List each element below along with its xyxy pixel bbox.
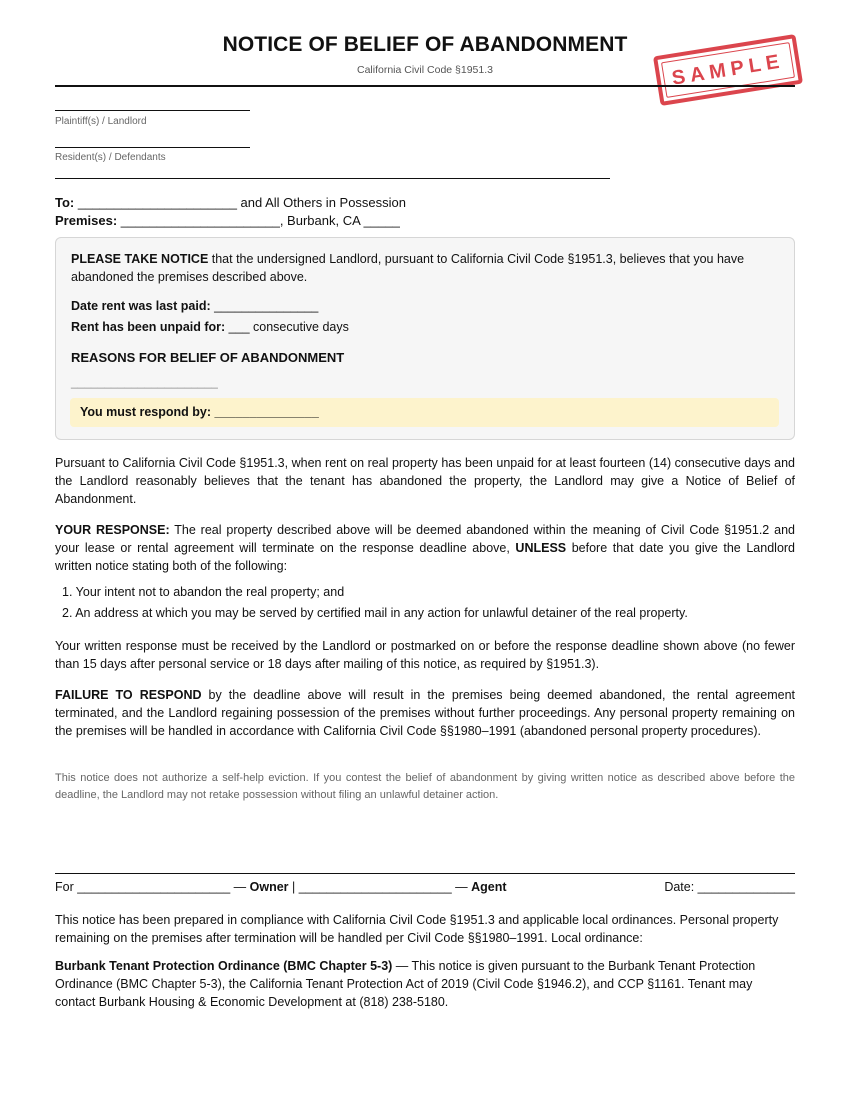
code-citation: California Civil Code §1951.3 — [357, 64, 493, 76]
to-value: ______________________ and All Others in Possession — [74, 195, 407, 210]
premises-label: Premises: — [55, 213, 118, 228]
written-response-paragraph: Your written response must be received by the Landlord or postmarked on or before the response deadline shown above (no fewer than 15 days after personal service or 18 days after mailing of this notice, as required by §1951.3). — [55, 639, 795, 671]
rent-unpaid-field — [71, 320, 349, 334]
plaintiff-signature-line — [55, 110, 250, 111]
caption-divider — [55, 178, 610, 179]
rent-unpaid-label: Rent has been unpaid for: — [71, 320, 226, 334]
notice-lead — [71, 250, 771, 286]
list-item: 1. Your intent not to abandon the real property; and — [62, 585, 345, 599]
header-divider — [55, 85, 795, 87]
failure-text: by the deadline above will result in the premises being deemed abandoned, the rental agreement terminated, and the Landlord regaining possession of the premises without further proceedings. Any personal property remaining on the premises will be handled in accordance with California Civil Code §§1980–1991 (abandoned personal property procedures). — [55, 688, 795, 738]
signature-date: Date: ______________ — [664, 880, 795, 894]
list-item: 2. An address at which you may be served by certified mail in any action for unlawful detainer of the real property. — [62, 606, 688, 620]
your-response-paragraph — [55, 521, 795, 575]
notice-box — [55, 237, 795, 440]
agent-blank: | ______________________ — — [288, 880, 472, 894]
respond-by-box — [70, 398, 779, 427]
resident-label: Resident(s) / Defendants — [55, 152, 166, 163]
date-rent-paid-field — [71, 299, 318, 313]
failure-label: FAILURE TO RESPOND — [55, 688, 202, 702]
reasons-heading: REASONS FOR BELIEF OF ABANDONMENT — [71, 350, 345, 365]
intro-paragraph: Pursuant to California Civil Code §1951.3, when rent on real property has been unpaid for at least fourteen (14) consecutive days and the Landlord reasonably believes that the tenant has abandoned the property, the Landlord may give a Notice of Belief of Abandonment. — [55, 456, 795, 506]
reasons-blank: ______________________ — [71, 375, 218, 389]
failure-paragraph — [55, 686, 795, 740]
your-response-label: YOUR RESPONSE: — [55, 523, 170, 537]
notice-lead-text: that the undersigned Landlord, pursuant to California Civil Code §1951.3, believes that you have abandoned the premises described above. — [71, 252, 745, 284]
plaintiff-label: Plaintiff(s) / Landlord — [55, 116, 147, 127]
respond-by-blank: _______________ — [211, 405, 319, 419]
date-rent-paid-label: Date rent was last paid: — [71, 299, 211, 313]
ordinance-paragraph — [55, 957, 795, 1011]
premises-value: ______________________, Burbank, CA _____ — [117, 213, 400, 228]
date-rent-paid-blank: _______________ — [210, 299, 319, 313]
ordinance-text: — This notice is given pursuant to the Burbank Tenant Protection Ordinance (BMC Chapter 5-3), the California Tenant Protection Act of 2019 (Civil Code §1946.2), and CCP §1161. Tenant may contact Burbank Housing & Economic Development at (818) 238-5180. — [55, 959, 756, 1009]
owner-label: Owner — [249, 880, 289, 894]
premises-line — [55, 213, 400, 228]
ordinance-title: Burbank Tenant Protection Ordinance (BMC Chapter 5-3) — [55, 959, 393, 973]
fine-print: This notice does not authorize a self-help eviction. If you contest the belief of abandonment by giving written notice as described above before the deadline, the Landlord may not retake possession without filing an unlawful detainer action. — [55, 772, 795, 801]
rent-unpaid-value: ___ consecutive days — [225, 320, 349, 334]
respond-by-field — [80, 405, 319, 419]
resident-signature-line — [55, 147, 250, 148]
your-response-text-a: The real property described above will be deemed abandoned within the meaning of Civil Code §1951.2 and your lease or rental agreement will terminate on the response deadline above, — [55, 523, 795, 555]
to-label: To: — [55, 195, 75, 210]
sample-stamp: SAMPLE — [653, 34, 803, 106]
for-blank: For ______________________ — — [55, 880, 250, 894]
respond-by-label: You must respond by: — [80, 405, 212, 419]
signature-divider — [55, 873, 795, 874]
notice-lead-bold: PLEASE TAKE NOTICE — [71, 252, 209, 266]
agent-label: Agent — [471, 880, 507, 894]
page-title: NOTICE OF BELIEF OF ABANDONMENT — [222, 33, 628, 56]
compliance-paragraph: This notice has been prepared in compliance with California Civil Code §1951.3 and applicable local ordinances. Personal property remaining on the premises after termination will be handled per Civil Code §§1980–1991. Local ordinance: — [55, 913, 779, 945]
your-response-text-b: before that date you give the Landlord written notice stating both of the following: — [55, 541, 796, 573]
to-line — [55, 195, 406, 210]
unless-text: UNLESS — [515, 541, 567, 555]
signature-line — [55, 880, 795, 894]
